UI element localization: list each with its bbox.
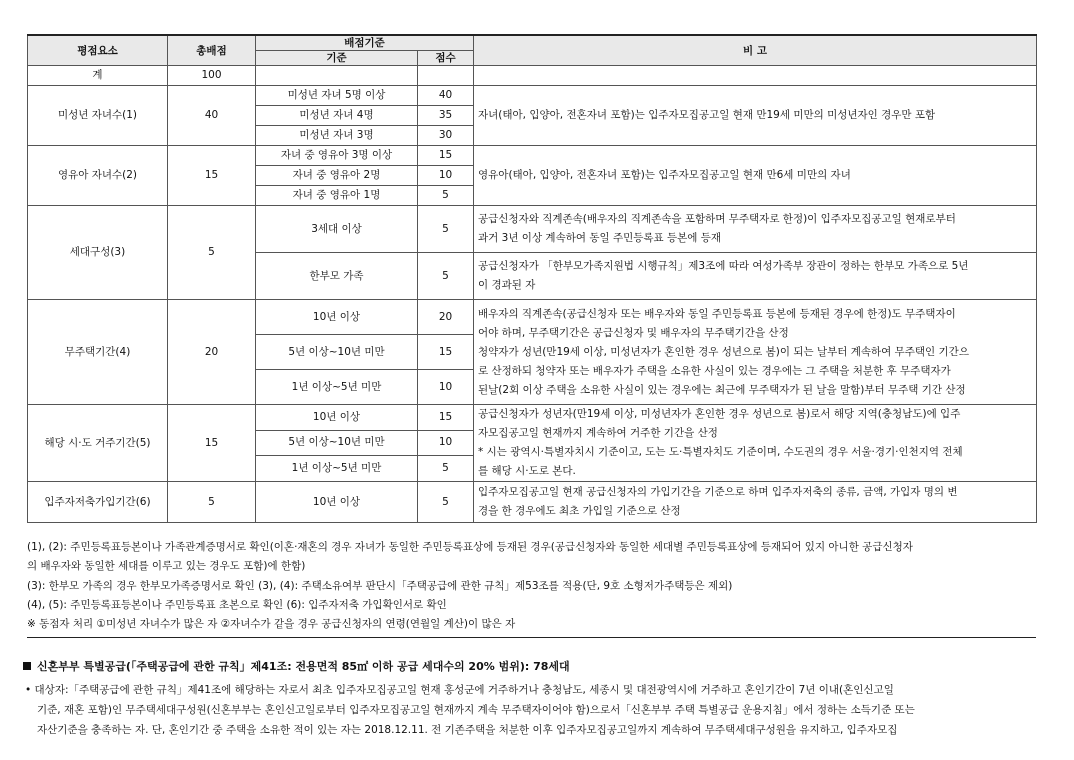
divider [27, 637, 1036, 638]
header-row [28, 35, 1037, 51]
remark-line: 공급신청자가 성년자(만19세 이상, 미성년자가 혼인한 경우 성년으로 봄)로서 해당 지역(충청남도)에 입주 [478, 408, 961, 420]
points-cell: 15 [418, 405, 474, 431]
total-cell: 40 [168, 86, 256, 146]
note-line: (1), (2): 주민등록표등본이나 가족관계증명서로 확인(이혼·재혼의 경우 자녀가 동일한 주민등록표상에 등재된 경우(공급신청자와 동일한 세대별 주민등록표상에 등재되어 있지 아니한 공급신청자 [27, 541, 913, 553]
criteria-cell: 3세대 이상 [256, 206, 418, 253]
points-cell: 10 [418, 430, 474, 456]
remark-line: 청약자가 성년(만19세 이상, 미성년자가 혼인한 경우 성년으로 봄)이 되는 날부터 계속하여 무주택인 기간으 [478, 345, 969, 358]
criteria-cell: 1년 이상~5년 미만 [256, 370, 418, 405]
table-row [28, 300, 1037, 335]
header-criteria: 기준 [256, 51, 418, 66]
body-line: 자산기준을 충족하는 자. 단, 혼인기간 중 주택을 소유한 적이 있는 자는 2018.12.11. 전 기존주택을 처분한 이후 입주자모집공고일까지 계속하여 무주택세대구성원을 유지하고, 입주자모집 [37, 724, 898, 736]
remark-line: 과거 3년 이상 계속하여 동일 주민등록표 등본에 등재 [478, 232, 722, 244]
points-cell: 5 [418, 482, 474, 523]
section-title: 신혼부부 특별공급(「주택공급에 관한 규칙」제41조: 전용면적 85㎡ 이하 공급 세대수의 20% 범위): 78세대 [37, 660, 570, 673]
header-remarks: 비 고 [474, 35, 1037, 66]
item-cell: 입주자저축가입기간(6) [28, 482, 168, 523]
item-cell: 영유아 자녀수(2) [28, 146, 168, 206]
note-line: 의 배우자와 동일한 세대를 이루고 있는 경우도 포함)에 한함) [27, 560, 306, 573]
scoring-table [27, 34, 1037, 523]
section-body [25, 680, 1040, 740]
total-cell: 15 [168, 405, 256, 482]
points-cell: 15 [418, 335, 474, 370]
criteria-cell: 미성년 자녀 5명 이상 [256, 86, 418, 106]
empty-cell [474, 66, 1037, 86]
criteria-cell: 1년 이상~5년 미만 [256, 456, 418, 482]
points-cell: 15 [418, 146, 474, 166]
remark-cell [474, 206, 1037, 253]
remark-line: 된날(2회 이상 주택을 소유한 사실이 있는 경우에는 최근에 무주택자가 된 날을 말함)부터 무주택 기간 산정 [478, 383, 966, 396]
remark-line: 공급신청자가 「한부모가족지원법 시행규칙」제3조에 따라 여성가족부 장관이 정하는 한부모 가족으로 5년 [478, 260, 969, 272]
remark-cell [474, 300, 1037, 405]
remark-line: 로 산정하되 청약자 또는 배우자가 주택을 소유한 사실이 있는 경우에는 그 주택을 처분한 후 무주택자가 [478, 364, 951, 377]
remark-cell [474, 482, 1037, 523]
criteria-cell: 자녀 중 영유아 3명 이상 [256, 146, 418, 166]
remark-cell [474, 405, 1037, 482]
remark-line: 를 해당 시·도로 본다. [478, 465, 576, 477]
remark-line: 입주자모집공고일 현재 공급신청자의 가입기간을 기준으로 하며 입주자저축의 종류, 금액, 가입자 명의 변 [478, 486, 958, 498]
criteria-cell: 10년 이상 [256, 300, 418, 335]
table-row [28, 405, 1037, 431]
header-points: 점수 [418, 51, 474, 66]
points-cell: 10 [418, 166, 474, 186]
remark-line: 이 경과된 자 [478, 279, 536, 291]
points-cell: 35 [418, 106, 474, 126]
remark-cell: 영유아(태아, 입양아, 전혼자녀 포함)는 입주자모집공고일 현재 만6세 미만의 자녀 [474, 146, 1037, 206]
total-cell: 20 [168, 300, 256, 405]
criteria-cell: 미성년 자녀 3명 [256, 126, 418, 146]
criteria-cell: 자녀 중 영유아 1명 [256, 186, 418, 206]
header-criteria-group: 배점기준 [256, 35, 474, 51]
total-label: 계 [28, 66, 168, 86]
remark-line: * 시는 광역시·특별자치시 기준이고, 도는 도·특별자치도 기준이며, 수도권의 경우 서울·경기·인천지역 전체 [478, 446, 963, 458]
criteria-cell: 10년 이상 [256, 405, 418, 431]
remark-line: 자모집공고일 현재까지 계속하여 거주한 기간을 산정 [478, 427, 718, 439]
table-row [28, 206, 1037, 253]
points-cell: 20 [418, 300, 474, 335]
points-cell: 5 [418, 456, 474, 482]
total-value: 100 [168, 66, 256, 86]
note-line: (3): 한부모 가족의 경우 한부모가족증명서로 확인 (3), (4): 주택소유여부 판단시「주택공급에 관한 규칙」제53조를 적용(단, 9호 소형저가주택등은 제외) [27, 579, 733, 592]
criteria-cell: 10년 이상 [256, 482, 418, 523]
square-bullet-icon [23, 662, 31, 670]
points-cell: 30 [418, 126, 474, 146]
item-cell: 세대구성(3) [28, 206, 168, 300]
total-row [28, 66, 1037, 86]
body-line: • 대상자:「주택공급에 관한 규칙」제41조에 해당하는 자로서 최초 입주자모집공고일 현재 홍성군에 거주하거나 충청남도, 세종시 및 대전광역시에 거주하고 혼인기간이 7년 이내(혼인신고일 [25, 684, 894, 696]
points-cell: 5 [418, 206, 474, 253]
remark-line: 공급신청자와 직계존속(배우자의 직계존속을 포함하며 무주택자로 한정)이 입주자모집공고일 현재로부터 [478, 213, 956, 225]
remark-cell: 자녀(태아, 입양아, 전혼자녀 포함)는 입주자모집공고일 현재 만19세 미만의 미성년자인 경우만 포함 [474, 86, 1037, 146]
item-cell: 미성년 자녀수(1) [28, 86, 168, 146]
points-cell: 40 [418, 86, 474, 106]
table-row [28, 146, 1037, 166]
criteria-cell: 자녀 중 영유아 2명 [256, 166, 418, 186]
table-notes [27, 538, 1036, 634]
total-cell: 5 [168, 482, 256, 523]
remark-line: 배우자의 직계존속(공급신청자 또는 배우자와 동일 주민등록표 등본에 등재된 경우에 한정)도 무주택자이 [478, 307, 956, 320]
header-total: 총배점 [168, 35, 256, 66]
remark-line: 어야 하며, 무주택기간은 공급신청자 및 배우자의 무주택기간을 산정 [478, 326, 789, 339]
criteria-cell: 5년 이상~10년 미만 [256, 335, 418, 370]
body-line: 기준, 재혼 포함)인 무주택세대구성원(신혼부부는 혼인신고일로부터 입주자모집공고일 현재까지 계속 무주택자이어야 함)으로서「신혼부부 주택 특별공급 운용지침」에서 정하는 소득기준 또는 [37, 704, 915, 716]
header-item: 평점요소 [28, 35, 168, 66]
points-cell: 10 [418, 370, 474, 405]
criteria-cell: 한부모 가족 [256, 253, 418, 300]
total-cell: 15 [168, 146, 256, 206]
note-line: (4), (5): 주민등록표등본이나 주민등록표 초본으로 확인 (6): 입주자저축 가입확인서로 확인 [27, 598, 447, 611]
remark-line: 경을 한 경우에도 최초 가입일 기준으로 산정 [478, 505, 681, 517]
table-row [28, 482, 1037, 523]
remark-cell [474, 253, 1037, 300]
criteria-cell: 미성년 자녀 4명 [256, 106, 418, 126]
note-line: ※ 동점자 처리 ①미성년 자녀수가 많은 자 ②자녀수가 같을 경우 공급신청자의 연령(연월일 계산)이 많은 자 [27, 618, 516, 631]
empty-cell [256, 66, 418, 86]
item-cell: 무주택기간(4) [28, 300, 168, 405]
total-cell: 5 [168, 206, 256, 300]
table-row [28, 86, 1037, 106]
item-cell: 해당 시·도 거주기간(5) [28, 405, 168, 482]
empty-cell [418, 66, 474, 86]
section-heading [23, 658, 570, 674]
points-cell: 5 [418, 253, 474, 300]
criteria-cell: 5년 이상~10년 미만 [256, 430, 418, 456]
points-cell: 5 [418, 186, 474, 206]
